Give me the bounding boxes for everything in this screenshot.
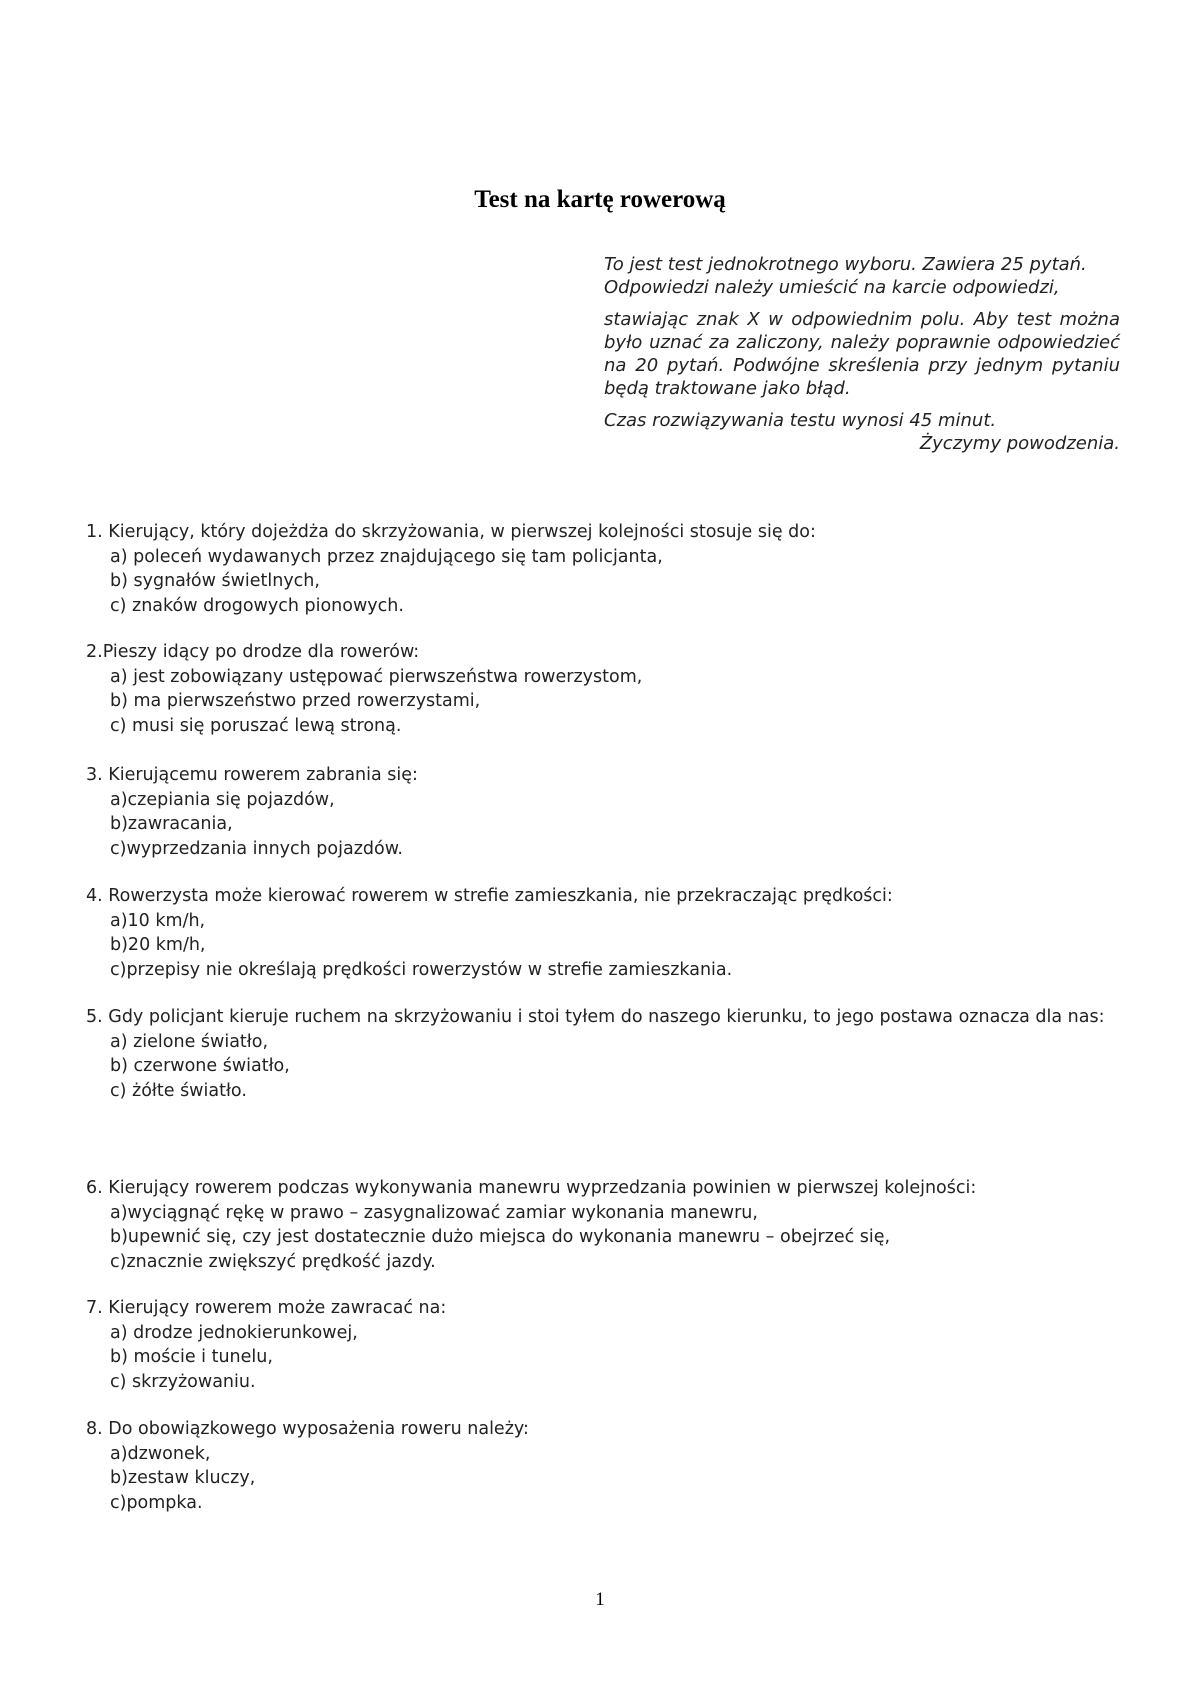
answer-a: a) poleceń wydawanych przez znajdującego się tam policjanta,: [110, 546, 663, 567]
question-text: 4. Rowerzysta może kierować rowerem w strefie zamieszkania, nie przekraczając prędkości:: [86, 886, 893, 906]
answer-list: [86, 1442, 1126, 1516]
answer-b: b) sygnałów świetlnych,: [110, 571, 320, 591]
answer-a: a)czepiania się pojazdów,: [110, 789, 335, 810]
answer-b: b)20 km/h,: [110, 935, 206, 955]
answer-list: [86, 1201, 1126, 1275]
answer-a: a) zielone światło,: [110, 1031, 269, 1052]
answer-a: a)dzwonek,: [110, 1443, 211, 1464]
instructions-closing: [604, 409, 1120, 455]
answer-b: b) czerwone światło,: [110, 1056, 290, 1076]
instructions-line-2: Odpowiedzi należy umieścić na karcie odpowiedzi,: [604, 277, 1060, 298]
question-text: 7. Kierujący rowerem może zawracać na:: [86, 1298, 447, 1318]
answer-b: b)upewnić się, czy jest dostatecznie dużo miejsca do wykonania manewru – obejrzeć się,: [110, 1227, 891, 1247]
answer-b: b) moście i tunelu,: [110, 1347, 273, 1367]
answer-list: [86, 545, 1126, 619]
instructions-line-1: To jest test jednokrotnego wyboru. Zawiera 25 pytań.: [604, 254, 1087, 275]
answer-list: [86, 788, 1126, 862]
page-number: 1: [595, 1589, 605, 1610]
question-7: [86, 1296, 1126, 1394]
answer-c: c) musi się poruszać lewą stroną.: [110, 715, 402, 736]
test-instructions: [604, 253, 1120, 455]
answer-c: c) znaków drogowych pionowych.: [110, 595, 404, 616]
answer-c: c)wyprzedzania innych pojazdów.: [110, 838, 403, 859]
instructions-wish: Życzymy powodzenia.: [919, 433, 1120, 454]
answer-c: c)pompka.: [110, 1492, 203, 1513]
question-2: [86, 640, 1126, 738]
answer-a: a) jest zobowiązany ustępować pierwszeństwa rowerzystom,: [110, 666, 643, 687]
answer-list: [86, 909, 1126, 983]
answer-b: b)zestaw kluczy,: [110, 1468, 256, 1488]
question-text: 8. Do obowiązkowego wyposażenia roweru należy:: [86, 1419, 529, 1439]
question-1: [86, 520, 1126, 618]
question-5: [86, 1005, 1126, 1103]
answer-c: c) żółte światło.: [110, 1080, 247, 1101]
page-title: Test na kartę rowerową: [474, 186, 726, 213]
answer-c: c)przepisy nie określają prędkości rowerzystów w strefie zamieszkania.: [110, 959, 733, 980]
answer-list: [86, 1030, 1126, 1104]
answer-c: c) skrzyżowaniu.: [110, 1371, 256, 1392]
answer-list: [86, 1321, 1126, 1395]
answer-c: c)znacznie zwiększyć prędkość jazdy.: [110, 1251, 436, 1272]
question-8: [86, 1417, 1126, 1515]
question-text: 1. Kierujący, który dojeżdża do skrzyżowania, w pierwszej kolejności stosuje się do:: [86, 522, 816, 542]
answer-a: a)wyciągnąć rękę w prawo – zasygnalizować zamiar wykonania manewru,: [110, 1202, 758, 1223]
answer-list: [86, 665, 1126, 739]
question-text: 5. Gdy policjant kieruje ruchem na skrzyżowaniu i stoi tyłem do naszego kierunku, to jego postawa oznacza dla nas:: [86, 1007, 1105, 1027]
answer-a: a) drodze jednokierunkowej,: [110, 1322, 358, 1343]
instructions-intro: [604, 253, 1120, 299]
answer-a: a)10 km/h,: [110, 910, 206, 931]
question-text: 6. Kierujący rowerem podczas wykonywania manewru wyprzedzania powinien w pierwszej kolejności:: [86, 1178, 977, 1198]
question-text: 2.Pieszy idący po drodze dla rowerów:: [86, 642, 420, 662]
instructions-time: Czas rozwiązywania testu wynosi 45 minut.: [604, 410, 997, 431]
question-3: [86, 763, 1126, 861]
question-6: [86, 1176, 1126, 1274]
answer-b: b) ma pierwszeństwo przed rowerzystami,: [110, 691, 481, 711]
question-4: [86, 884, 1126, 982]
instructions-rules: stawiając znak X w odpowiednim polu. Aby test można było uznać za zaliczony, należy poprawnie odpowiedzieć na 20 pytań. Podwójne skreślenia przy jednym pytaniu będą traktowane jako błąd.: [604, 309, 1120, 399]
answer-b: b)zawracania,: [110, 814, 233, 834]
question-text: 3. Kierującemu rowerem zabrania się:: [86, 765, 418, 785]
